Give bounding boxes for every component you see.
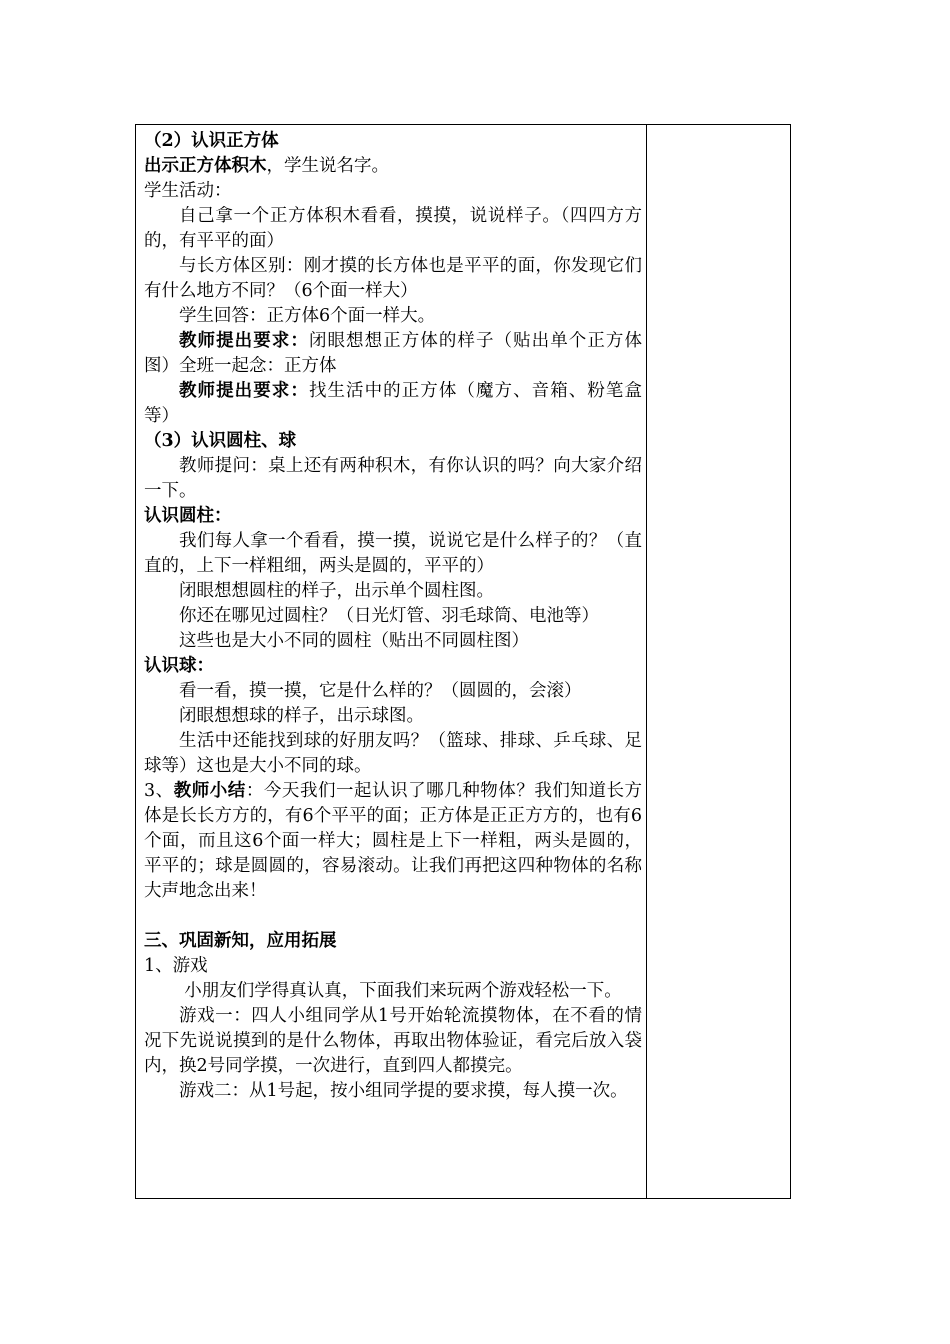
column-divider [646,125,647,1198]
paragraph: 学生回答：正方体6个面一样大。 [179,306,436,326]
paragraph: 小朋友们学得真认真，下面我们来玩两个游戏轻松一下。 [184,981,622,1001]
bold-lead: 教师提出要求： [179,381,309,401]
paragraph: 1、游戏 [144,956,208,976]
paragraph: 自己拿一个正方体积木看看，摸摸，说说样子。（四四方方的，有平平的面） [144,206,642,251]
paragraph: 看一看，摸一摸，它是什么样的？（圆圆的，会滚） [179,681,582,701]
paragraph: 生活中还能找到球的好朋友吗？（篮球、排球、乒乓球、足球等）这也是大小不同的球。 [144,731,642,776]
section-heading-cube: （2）认识正方体 [144,131,279,151]
paragraph-summary [144,779,642,904]
paragraph [144,379,642,429]
subheading-ball: 认识球： [144,656,214,676]
paragraph [144,329,642,379]
paragraph: 游戏二：从1号起，按小组同学提的要求摸，每人摸一次。 [179,1081,628,1101]
paragraph: 闭眼想想圆柱的样子，出示单个圆柱图。 [179,581,494,601]
bold-lead: 教师提出要求： [179,331,309,351]
text-run: ：今天我们一起认识了哪几种物体？我们知道长方体是长长方方的，有6个平平的面；正方体是正正方方的，也有6个面，而且这6个面一样大；圆柱是上下一样粗，两头是圆的，平平的；球是圆圆的，容易滚动。让我们再把这四种物体的名称大声地念出来！ [144,781,643,901]
text-run: 闭眼想想正方体的样子（贴出单个正方体图）全班一起念：正方体 [144,331,642,376]
blank-line [144,904,642,929]
paragraph: 游戏一：四人小组同学从1号开始轮流摸物体，在不看的情况下先说说摸到的是什么物体，再取出物体验证，看完后放入袋内，换2号同学摸，一次进行，直到四人都摸完。 [144,1006,642,1076]
text-run: ，学生说名字。 [266,156,389,176]
bold-lead: 教师小结 [173,781,246,801]
text-run: 找生活中的正方体（魔方、音箱、粉笔盒等） [144,381,642,426]
paragraph: 这些也是大小不同的圆柱（贴出不同圆柱图） [179,631,529,651]
paragraph: 学生活动： [144,181,232,201]
lesson-table [135,124,791,1199]
paragraph: 你还在哪见过圆柱？（日光灯管、羽毛球筒、电池等） [179,606,599,626]
subheading-cylinder: 认识圆柱： [144,506,232,526]
paragraph: 我们每人拿一个看看，摸一摸，说说它是什么样子的？（直直的，上下一样粗细，两头是圆的，平平的） [144,531,642,576]
lesson-content [144,129,642,1104]
section-heading-practice: 三、巩固新知，应用拓展 [144,931,337,951]
paragraph: 闭眼想想球的样子，出示球图。 [179,706,424,726]
paragraph: 教师提问：桌上还有两种积木，有你认识的吗？向大家介绍一下。 [144,456,642,501]
paragraph [144,154,642,179]
bold-lead: 出示正方体积木 [144,156,267,176]
section-heading-cylinder-ball: （3）认识圆柱、球 [144,431,297,451]
paragraph: 与长方体区别：刚才摸的长方体也是平平的面，你发现它们有什么地方不同？（6个面一样大） [144,256,642,301]
text-run: 3、 [144,781,174,801]
